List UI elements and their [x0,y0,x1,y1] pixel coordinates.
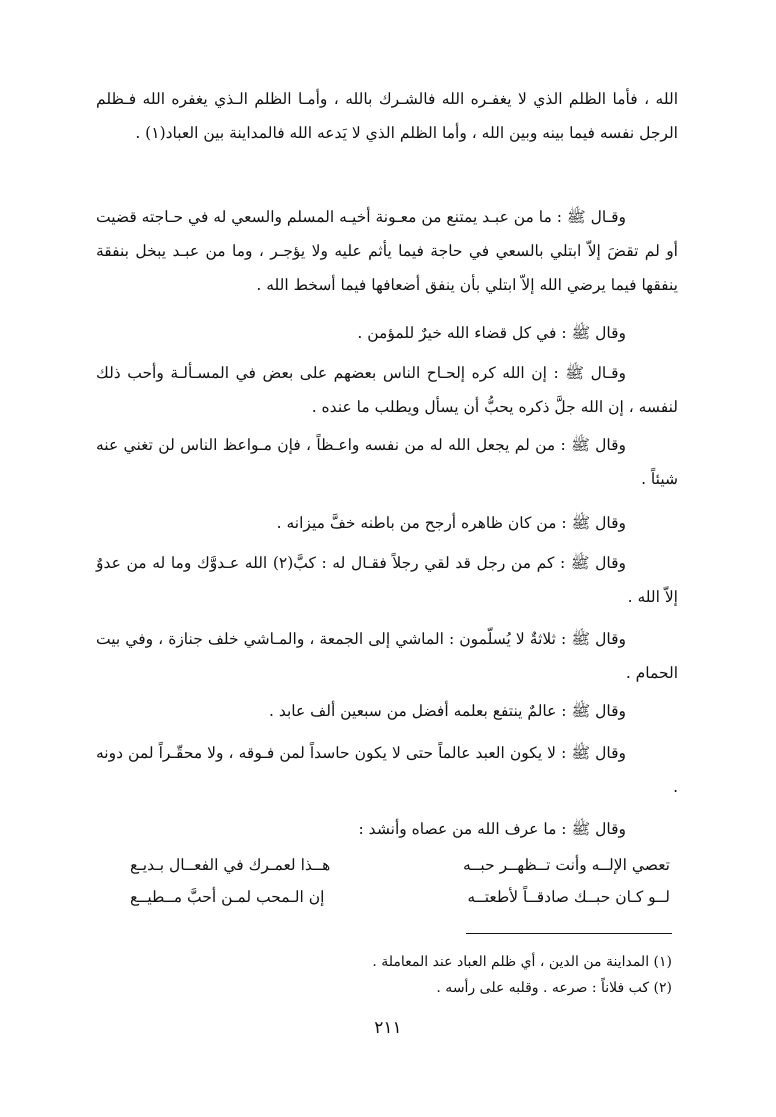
footnote-divider [466,933,672,934]
verse-2-second-hemistich: إن الـمحب لمـن أحبَّ مــطيــع [130,888,325,906]
paragraph-hadith-1: وقـال ﷺ : ما من عبـد يمتنع من معـونة أخيـه المسلم والسعي له في حـاجته قضيت أو لم تقضَ إلاّ ابتلي بالسعي في حاجة فيما يأثم عليه ولا يؤجـر ، وما من عبـد يبخل بنفقة ينفقها فيما يرضي الله إلاّ ابتلي بأن ينفق أضعافها فيما أسخط الله . [96,208,678,294]
verse-line-1 [130,856,670,874]
paragraph-hadith-10: وقال ﷺ : ما عرف الله من عصاه وأنشد : [358,820,626,838]
footnote-1: (١) المداينة من الدين ، أي ظلم العباد عند المعاملة . [372,954,672,970]
verse-line-2 [130,888,670,906]
paragraph-hadith-8: وقال ﷺ : عالمٌ ينتفع بعلمه أفضل من سبعين ألف عابد . [268,702,626,720]
paragraph-hadith-2: وقال ﷺ : في كل قضاء الله خيرٌ للمؤمن . [357,324,626,342]
footnote-2: (٢) كب فلاناً : صرعه . وقلبه على رأسه . [436,980,672,996]
paragraph-hadith-6: وقال ﷺ : كم من رجل قد لقي رجلاً فقـال له : كبَّ(٢) الله عـدوَّك وما له من عدوٌ إلاّ الله . [96,554,678,606]
verse-1-first-hemistich: تعصي الإلــه وأنت تــظهــر حبــه [463,856,670,874]
paragraph-hadith-9: وقال ﷺ : لا يكون العبد عالماً حتى لا يكون حاسداً لمن فـوقه ، ولا محقّـراً لمن دونه . [96,744,678,796]
verse-1-second-hemistich: هــذا لعمـرك في الفعــال بـديـع [130,856,331,874]
paragraph-hadith-5: وقال ﷺ : من كان ظاهره أرجح من باطنه خفَّ ميزانه . [276,514,626,532]
paragraph-hadith-4: وقال ﷺ : من لم يجعل الله له من نفسه واعـظاً ، فإن مـواعظ الناس لن تغني عنه شيئاً . [96,436,678,488]
verse-2-first-hemistich: لــو كـان حبــك صادقــاً لأطعتــه [467,888,670,906]
paragraph-intro: الله ، فأما الظلم الذي لا يغفـره الله فالشـرك بالله ، وأمـا الظلم الـذي يغفره الله فـظلم الرجل نفسه فيما بينه وبين الله ، وأما الظلم الذي لا يَدعه الله فالمداينة بين العباد(١) . [96,90,678,142]
paragraph-hadith-3: وقـال ﷺ : إن الله كره إلحـاح الناس بعضهم على بعض في المسـألـة وأحب ذلك لنفسه ، إن الله جلَّ ذكره يحبُّ أن يسأل ويطلب ما عنده . [96,364,678,416]
paragraph-hadith-7: وقال ﷺ : ثلاثةٌ لا يُسلّمون : الماشي إلى الجمعة ، والمـاشي خلف جنازة ، وفي بيت الحمام . [96,630,678,682]
page-number: ٢١١ [374,1018,402,1038]
